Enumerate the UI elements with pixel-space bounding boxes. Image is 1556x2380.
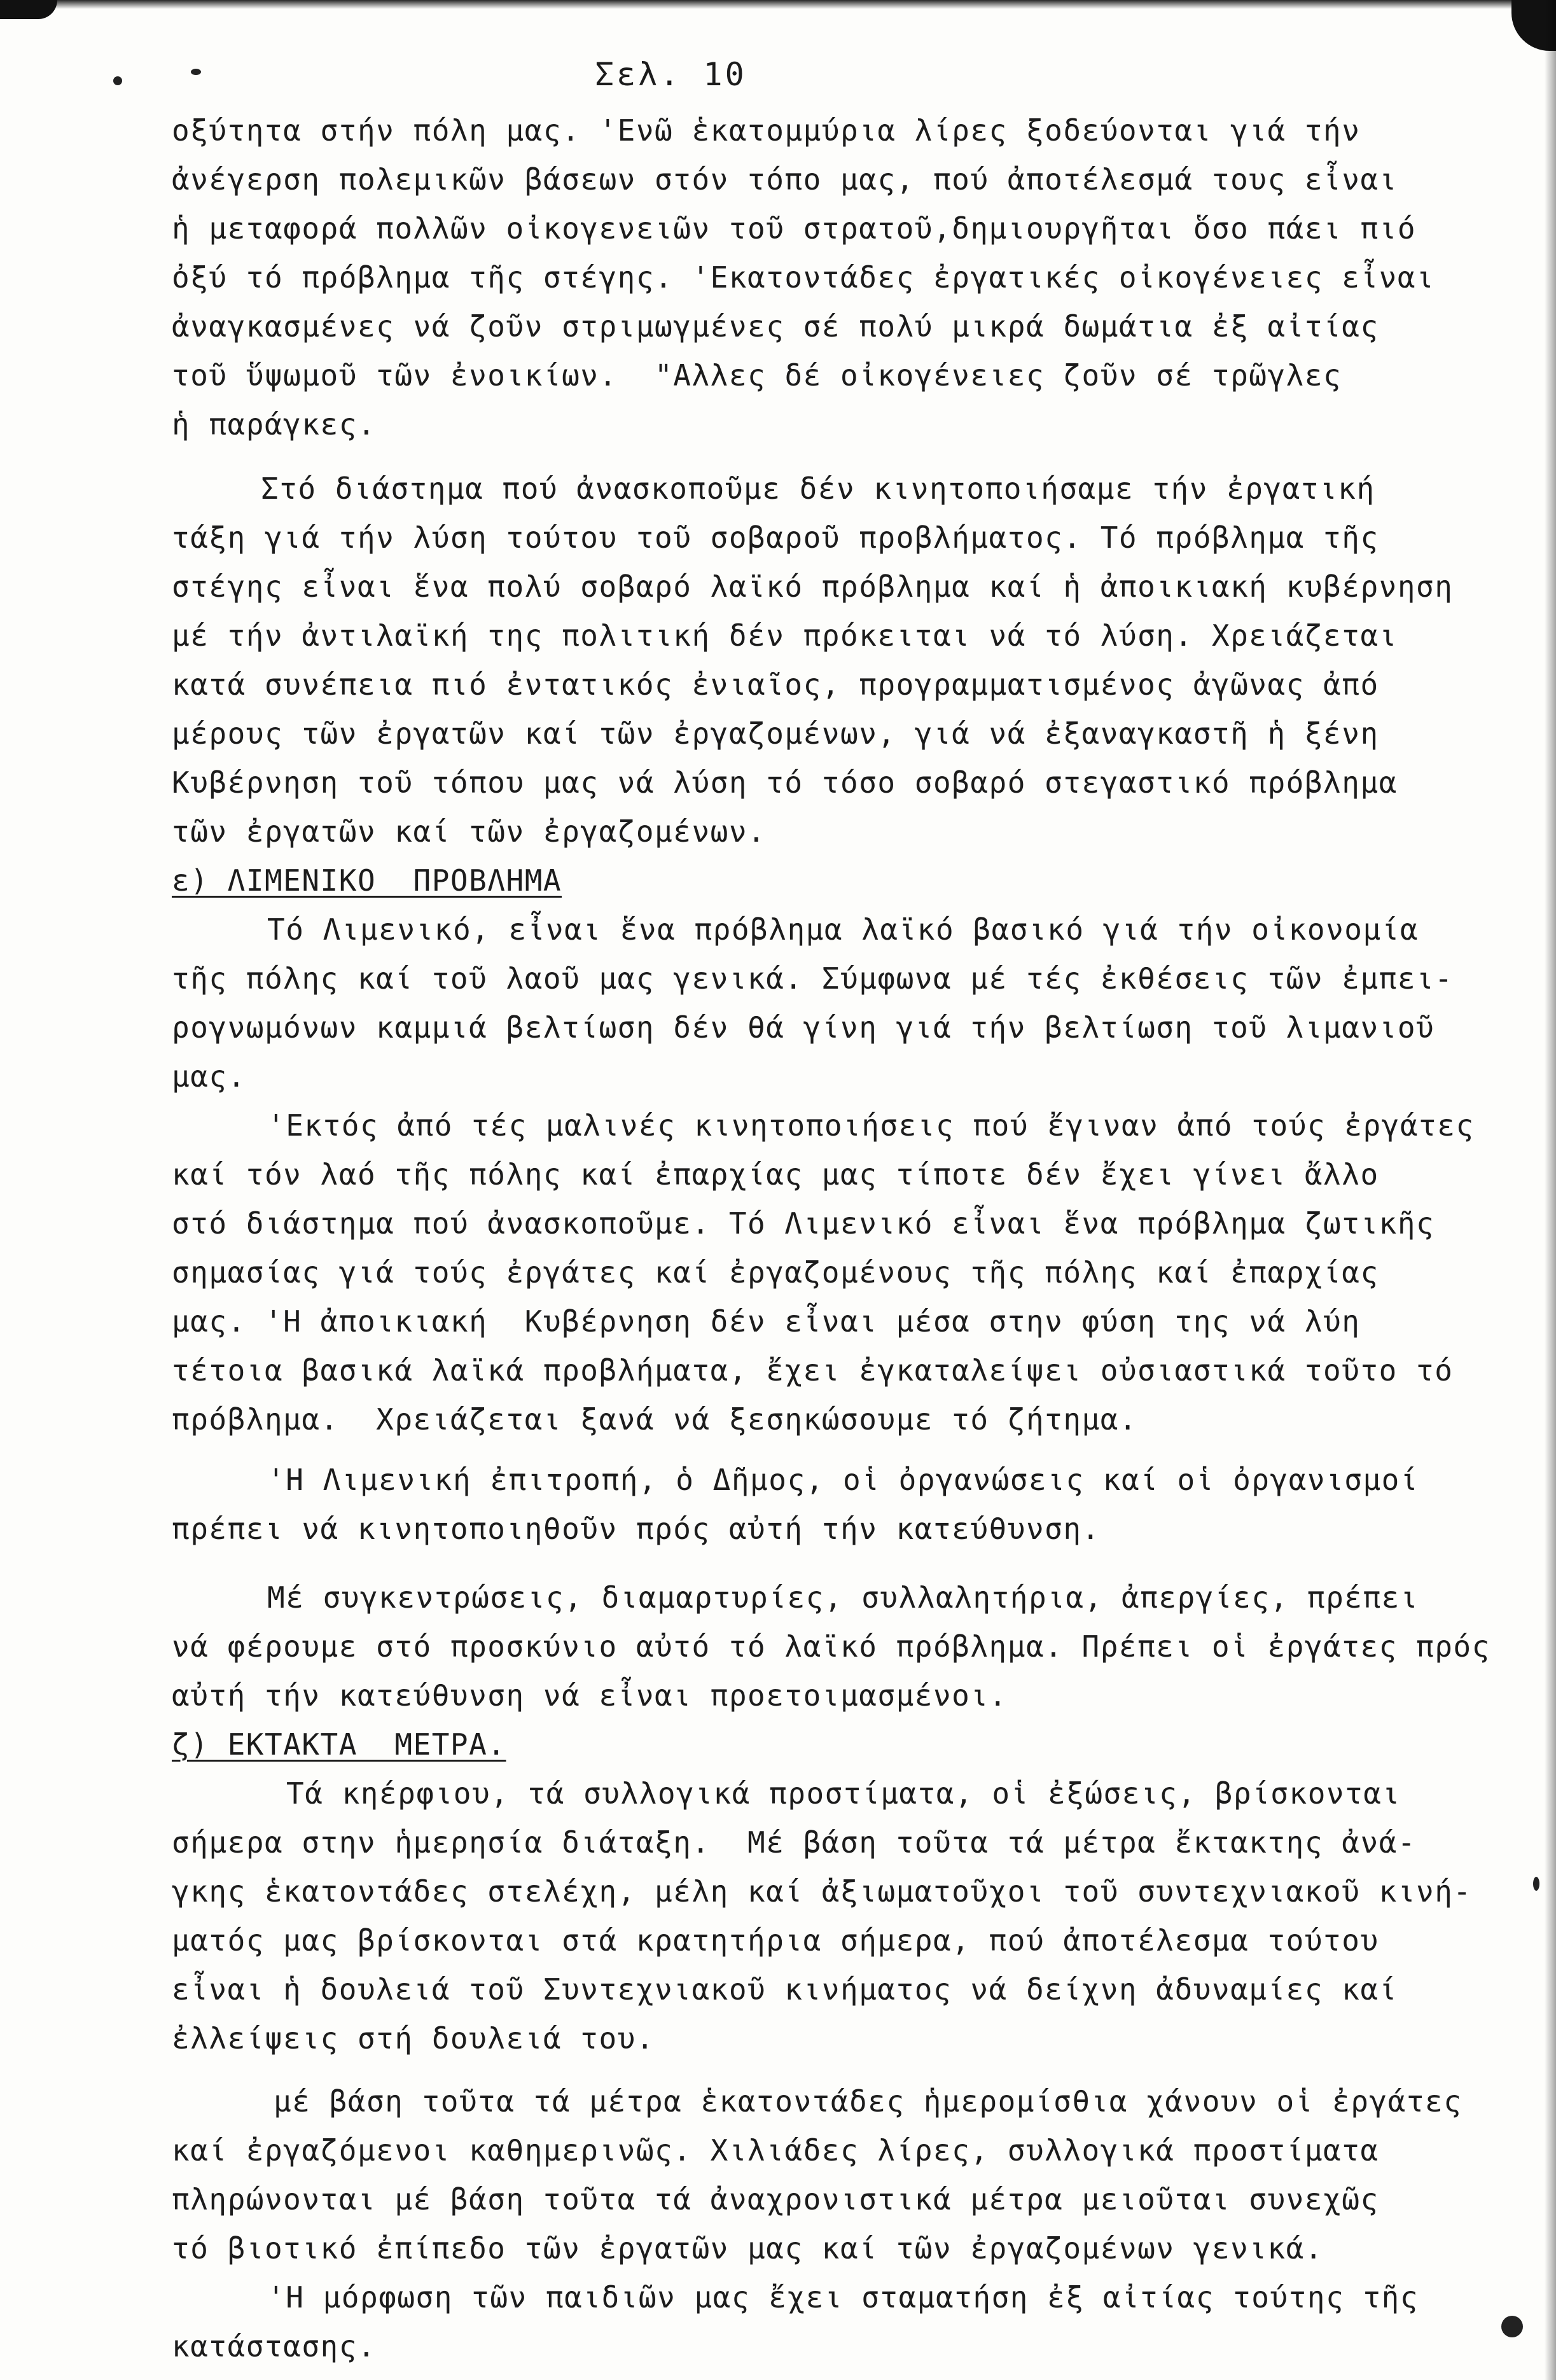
text-line: μέ βάση τοῦτα τά μέτρα ἑκατοντάδες ἡμερομίσθια χάνουν οἱ ἐργάτες (274, 2084, 1462, 2119)
text-line: ρογνωμόνων καμμιά βελτίωση δέν θά γίνη γιά τήν βελτίωση τοῦ λιμανιοῦ (172, 1010, 1435, 1045)
text-line: κατά συνέπεια πιό ἐντατικός ἐνιαῖος, προγραμματισμένος ἀγῶνας ἀπό (172, 667, 1379, 702)
text-line: καί ἐργαζόμενοι καθημερινῶς. Χιλιάδες λίρες, συλλογικά προστίματα (172, 2133, 1379, 2168)
scan-corner-mark (0, 0, 57, 19)
scan-speck (1533, 1877, 1539, 1891)
text-line: Κυβέρνηση τοῦ τόπου μας νά λύση τό τόσο σοβαρό στεγαστικό πρόβλημα (172, 765, 1398, 800)
scan-edge-shadow (1545, 0, 1556, 2380)
text-line: ἡ μεταφορά πολλῶν οἰκογενειῶν τοῦ στρατοῦ,δημιουργῆται ὅσο πάει πιό (172, 211, 1417, 246)
scan-speck (191, 69, 201, 75)
text-line: Μέ συγκεντρώσεις, διαμαρτυρίες, συλλαλητήρια, ἀπεργίες, πρέπει (267, 1580, 1419, 1615)
text-line: Τά κηέρφιου, τά συλλογικά προστίματα, οἱ ἐξώσεις, βρίσκονται (286, 1776, 1401, 1811)
text-line: 'Η Λιμενική ἐπιτροπή, ὁ Δῆμος, οἱ ὀργανώσεις καί οἱ ὀργανισμοί (267, 1463, 1419, 1497)
text-line: στό διάστημα πού ἀνασκοποῦμε. Τό Λιμενικό εἶναι ἕνα πρόβλημα ζωτικῆς (172, 1206, 1435, 1241)
text-line: τάξη γιά τήν λύση τούτου τοῦ σοβαροῦ προβλήματος. Τό πρόβλημα τῆς (172, 520, 1379, 555)
text-line: στέγης εἶναι ἕνα πολύ σοβαρό λαϊκό πρόβλημα καί ἡ ἀποικιακή κυβέρνηση (172, 569, 1454, 604)
text-line: τοῦ ὕψωμοῦ τῶν ἐνοικίων. "Αλλες δέ οἰκογένειες ζοῦν σέ τρῶγλες (172, 358, 1342, 393)
text-line: ὀξύ τό πρόβλημα τῆς στέγης. 'Εκατοντάδες ἐργατικές οἰκογένειες εἶναι (172, 260, 1435, 295)
text-line: ματός μας βρίσκονται στά κρατητήρια σήμερα, πού ἀποτέλεσμα τούτου (172, 1923, 1379, 1958)
text-line: πληρώνονται μέ βάση τοῦτα τά ἀναχρονιστικά μέτρα μειοῦται συνεχῶς (172, 2182, 1379, 2216)
text-line: τέτοια βασικά λαϊκά προβλήματα, ἔχει ἐγκαταλείψει οὐσιαστικά τοῦτο τό (172, 1353, 1454, 1388)
text-line: ἡ παράγκες. (172, 407, 377, 442)
text-line: γκης ἑκατοντάδες στελέχη, μέλη καί ἀξιωματοῦχοι τοῦ συντεχνιακοῦ κινή- (172, 1874, 1472, 1909)
text-line: 'Η μόρφωση τῶν παιδιῶν μας ἔχει σταματήση ἐξ αἰτίας τούτης τῆς (267, 2280, 1419, 2314)
text-line: τό βιοτικό ἐπίπεδο τῶν ἐργατῶν μας καί τῶν ἐργαζομένων γενικά. (172, 2231, 1324, 2265)
text-line: 'Εκτός ἀπό τές μαλινές κινητοποιήσεις πού ἔγιναν ἀπό τούς ἐργάτες (267, 1108, 1475, 1143)
text-line: νά φέρουμε στό προσκύνιο αὐτό τό λαϊκό πρόβλημα. Πρέπει οἱ ἐργάτες πρός (172, 1629, 1490, 1664)
scan-speck (113, 76, 122, 85)
text-line: μας. 'Η ἀποικιακή Κυβέρνηση δέν εἶναι μέσα στην φύση της νά λύη (172, 1304, 1361, 1339)
text-line: Στό διάστημα πού ἀνασκοποῦμε δέν κινητοποιήσαμε τήν ἐργατική (261, 471, 1375, 506)
text-line: μέρους τῶν ἐργατῶν καί τῶν ἐργαζομένων, γιά νά ἐξαναγκαστῆ ἡ ξένη (172, 716, 1379, 751)
text-line: μέ τήν ἀντιλαϊκή της πολιτική δέν πρόκειται νά τό λύση. Χρειάζεται (172, 618, 1398, 653)
text-line: πρόβλημα. Χρειάζεται ξανά νά ξεσηκώσουμε τό ζήτημα. (172, 1402, 1138, 1437)
text-line: Τό Λιμενικό, εἶναι ἕνα πρόβλημα λαϊκό βασικό γιά τήν οἰκονομία (267, 912, 1419, 947)
text-line: αὐτή τήν κατεύθυνση νά εἶναι προετοιμασμένοι. (172, 1678, 1008, 1713)
text-line: ἀναγκασμένες νά ζοῦν στριμωγμένες σέ πολύ μικρά δωμάτια ἐξ αἰτίας (172, 309, 1379, 344)
scan-speck (1501, 2316, 1523, 2337)
scan-edge-shadow (0, 0, 1556, 9)
text-line: καί τόν λαό τῆς πόλης καί ἐπαρχίας μας τίποτε δέν ἔχει γίνει ἄλλο (172, 1157, 1379, 1192)
text-line: κατάστασης. (172, 2329, 377, 2363)
text-line: πρέπει νά κινητοποιηθοῦν πρός αὐτή τήν κατεύθυνση. (172, 1512, 1101, 1546)
text-line: εἶναι ἡ δουλειά τοῦ Συντεχνιακοῦ κινήματος νά δείχνη ἀδυναμίες καί (172, 1972, 1398, 2007)
text-line: τῆς πόλης καί τοῦ λαοῦ μας γενικά. Σύμφωνα μέ τές ἐκθέσεις τῶν ἐμπει- (172, 961, 1454, 996)
text-line: ἐλλείψεις στή δουλειά του. (172, 2021, 655, 2056)
text-line: μας. (172, 1059, 246, 1094)
page-number-header: Σελ. 10 (595, 56, 747, 93)
text-line: σημασίας γιά τούς ἐργάτες καί ἐργαζομένους τῆς πόλης καί ἐπαρχίας (172, 1255, 1379, 1290)
text-line: σήμερα στην ἡμερησία διάταξη. Μέ βάση τοῦτα τά μέτρα ἔκτακτης ἀνά- (172, 1825, 1417, 1860)
text-line: τῶν ἐργατῶν καί τῶν ἐργαζομένων. (172, 814, 767, 849)
text-line: οξύτητα στήν πόλη μας. 'Ενῶ ἑκατομμύρια λίρες ξοδεύονται γιά τήν (172, 113, 1361, 148)
section-heading: ζ) ΕΚΤΑΚΤΑ ΜΕΤΡΑ. (172, 1727, 506, 1762)
section-heading: ε) ΛΙΜΕΝΙΚΟ ΠΡΟΒΛΗΜΑ (172, 863, 562, 898)
text-line: ἀνέγερση πολεμικῶν βάσεων στόν τόπο μας, πού ἀποτέλεσμά τους εἶναι (172, 162, 1398, 197)
